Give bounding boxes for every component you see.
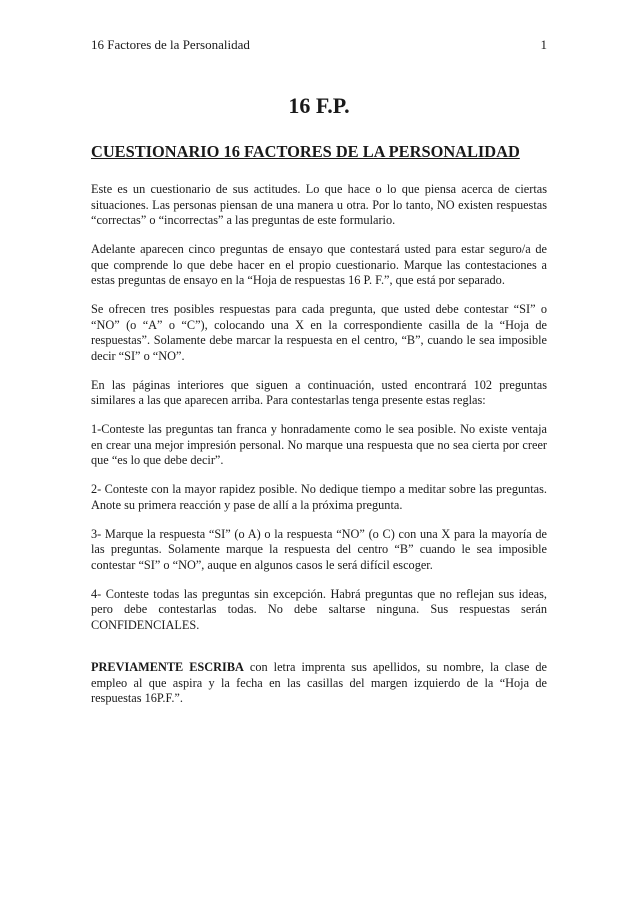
- document-body: [91, 182, 547, 720]
- rule-3: 3- Marque la respuesta “SI” (o A) o la respuesta “NO” (o C) con una X para la mayoría de las preguntas. Solamente marque la respuesta del centro “B” cuando le sea imposible contestar “SI” o “NO”, auque en algunos casos le será difícil escoger.: [91, 526, 547, 572]
- rule-1: 1-Conteste las preguntas tan franca y honradamente como le sea posible. No existe ventaja en crear una mejor impresión personal. No marque una respuesta que no sea cierta por creer que “es lo que debe decir”.: [91, 422, 547, 467]
- paragraph-answer-options: Se ofrecen tres posibles respuestas para cada pregunta, que usted debe contestar “SI” o “NO” (o “A” o “C”), colocando una X en la correspondiente casilla de la “Hoja de respuestas”. Solamente debe marcar la respuesta en el centro, “B”, cuando le sea imposible decir “SI” o “NO”.: [91, 302, 547, 363]
- final-rest-text: con letra imprenta sus apellidos, su nombre, la clase de empleo al que aspira y la fecha en las casillas del margen izquierdo de la “Hoja de respuestas 16P.F.”.: [91, 660, 547, 705]
- paragraph-practice-questions: Adelante aparecen cinco preguntas de ensayo que contestará usted para estar seguro/a de que comprende lo que debe hacer en el propio cuestionario. Marque las contestaciones a estas preguntas de ensayo en la “Hoja de respuestas 16 P. F.”, que está por separado.: [91, 242, 547, 287]
- paragraph-rules-intro: En las páginas interiores que siguen a continuación, usted encontrará 102 preguntas similares a las que aparecen arriba. Para contestarlas tenga presente estas reglas:: [91, 377, 547, 407]
- rule-2: 2- Conteste con la mayor rapidez posible. No dedique tiempo a meditar sobre las preguntas. Anote su primera reacción y pase de allí a la próxima pregunta.: [91, 482, 547, 512]
- document-page: [91, 0, 547, 903]
- final-bold-lead: PREVIAMENTE ESCRIBA: [91, 660, 244, 674]
- document-title: 16 F.P.: [288, 93, 350, 118]
- rule-4: 4- Conteste todas las preguntas sin excepción. Habrá preguntas que no reflejan sus ideas, pero debe contestarlas todas. No debe saltarse ninguna. Sus respuestas serán CONFIDENCIALES.: [91, 586, 547, 632]
- page-number: 1: [540, 37, 547, 52]
- header-title: 16 Factores de la Personalidad: [91, 37, 250, 52]
- paragraph-intro: Este es un cuestionario de sus actitudes. Lo que hace o lo que piensa acerca de ciertas situaciones. Las personas piensan de una manera u otra. Por lo tanto, NO existen respuestas “correctas” o “incorrectas” a las preguntas de este formulario.: [91, 182, 547, 227]
- document-subtitle: CUESTIONARIO 16 FACTORES DE LA PERSONALIDAD: [91, 142, 520, 161]
- paragraph-final-instructions: [91, 660, 547, 707]
